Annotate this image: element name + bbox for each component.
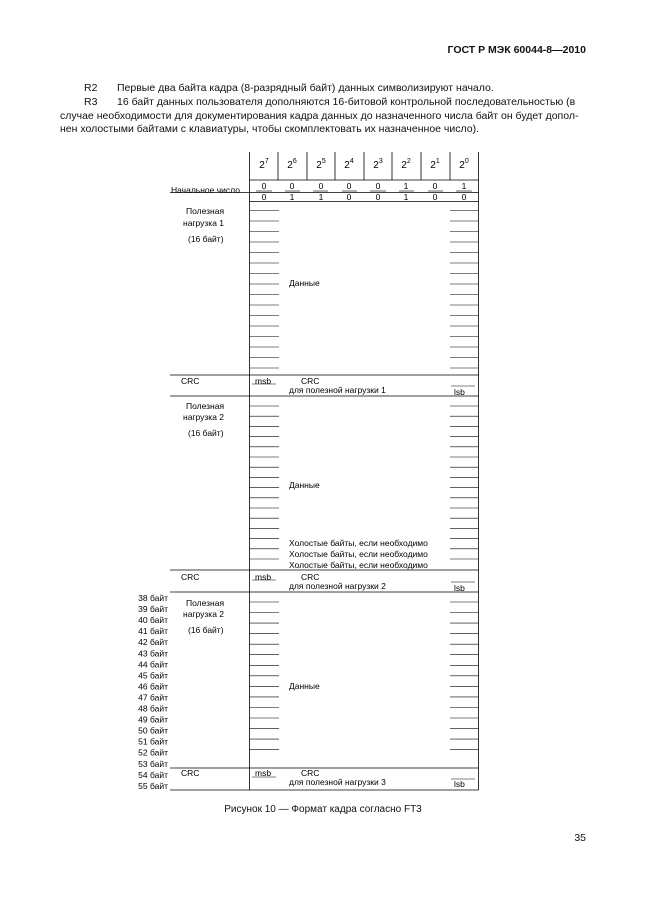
byte-number-label: 42 байт [138,637,168,648]
payload-size: (16 байт) [188,234,224,244]
crc-label: CRC [301,376,320,386]
figure-grid [170,152,479,790]
bit-header: $2^2$ [401,158,411,171]
byte-number-label: 52 байт [138,747,168,758]
payload-title: Полезная [186,401,225,411]
payload-1 [181,206,465,397]
payload-2 [181,401,465,593]
crc-label: CRC [301,768,320,778]
byte-number-label: 38 байт [138,593,168,603]
byte-number-label: 45 байт [138,670,168,681]
crc-description: для полезной нагрузки 1 [289,385,386,395]
byte-number-label: 50 байт [138,725,168,736]
byte-number-label: 40 байт [138,615,168,626]
payload-title: нагрузка 2 [183,609,225,619]
bit-header: $2^5$ [316,158,326,171]
start-bit: 1 [403,181,409,191]
byte-number-label: 51 байт [138,736,168,747]
page-number: 35 [574,832,586,844]
byte-number-label: 49 байт [138,714,168,725]
figure-caption: Рисунок 10 — Формат кадра согласно FT3 [224,804,422,815]
byte-number-label: 41 байт [138,626,168,637]
start-number-label: Начальное число [171,185,240,195]
start-bit: 0 [289,181,295,191]
byte-number-label: 39 байт [138,604,168,614]
byte-number-label: 46 байт [138,681,168,692]
page-header: ГОСТ Р МЭК 60044-8—2010 [447,44,586,56]
byte-number-label: 44 байт [138,659,168,670]
msb-label: msb [255,572,272,582]
bit-header: $2^1$ [430,158,440,171]
start-bit: 0 [261,192,267,202]
byte-number-label: 55 байт [138,780,168,791]
paragraph-text-line: 16 байт данных пользователя дополняются 16-битовой контрольной последовательностью (в [117,96,576,108]
start-bit: 1 [461,181,467,191]
byte-number-label: 43 байт [138,648,168,659]
data-label: Данные [289,278,320,288]
crc-label: CRC [301,572,320,582]
paragraph-text-line: случае необходимости для документирования кадра данных до назначенного числа байт он будет допол- [60,109,579,122]
start-bit: 0 [261,181,267,191]
start-bit: 0 [318,181,324,191]
bit-header: $2^6$ [287,158,297,171]
start-bit: 1 [318,192,324,202]
paragraph-text-line: нен холостыми байтами с клавиатуры, чтобы скомплектовать их назначенное число). [60,123,479,135]
data-label: Данные [289,480,320,490]
payload-3 [181,598,465,789]
lsb-label: lsb [454,779,465,789]
bit-header: $2^0$ [459,158,469,171]
start-bit: 0 [461,192,467,202]
lsb-label: lsb [454,583,465,593]
data-label: Данные [289,681,320,691]
msb-label: msb [255,768,272,778]
start-bit: 0 [346,181,352,191]
byte-number-label: 53 байт [138,758,168,769]
start-bit: 1 [289,192,295,202]
payload-size: (16 байт) [188,428,224,438]
crc-label: CRC [181,572,200,582]
byte-number-labels [138,593,168,791]
idle-bytes-label: Холостые байты, если необходимо [289,538,428,548]
payload-title: Полезная [186,206,225,216]
crc-label: CRC [181,768,200,778]
idle-bytes-label: Холостые байты, если необходимо [289,560,428,570]
byte-row-ticks [250,211,478,750]
payload-title: Полезная [186,598,225,608]
bit-header: $2^4$ [344,158,354,171]
start-bit: 0 [432,192,438,202]
paragraph-label: R2 [84,82,98,94]
payload-size: (16 байт) [188,625,224,635]
payload-title: нагрузка 1 [183,218,225,228]
start-bit: 0 [346,192,352,202]
start-bit: 0 [375,192,381,202]
paragraph-text: Первые два байта кадра (8-разрядный байт) данных символизируют начало. [117,82,494,94]
byte-number-label: 54 байт [138,769,168,780]
crc-description: для полезной нагрузки 3 [289,777,386,787]
bit-header: $2^3$ [373,158,383,171]
byte-number-label: 48 байт [138,703,168,714]
crc-label: CRC [181,376,200,386]
msb-label: msb [255,376,272,386]
start-bit: 0 [432,181,438,191]
idle-bytes-label: Холостые байты, если необходимо [289,549,428,559]
start-bit: 0 [375,181,381,191]
payload-title: нагрузка 2 [183,412,225,422]
byte-number-label: 47 байт [138,692,168,703]
paragraph-label: R3 [84,96,98,108]
bit-header: $2^7$ [259,158,269,171]
lsb-label: lsb [454,387,465,397]
start-number [171,181,467,202]
start-bit: 1 [403,192,409,202]
crc-description: для полезной нагрузки 2 [289,581,386,591]
